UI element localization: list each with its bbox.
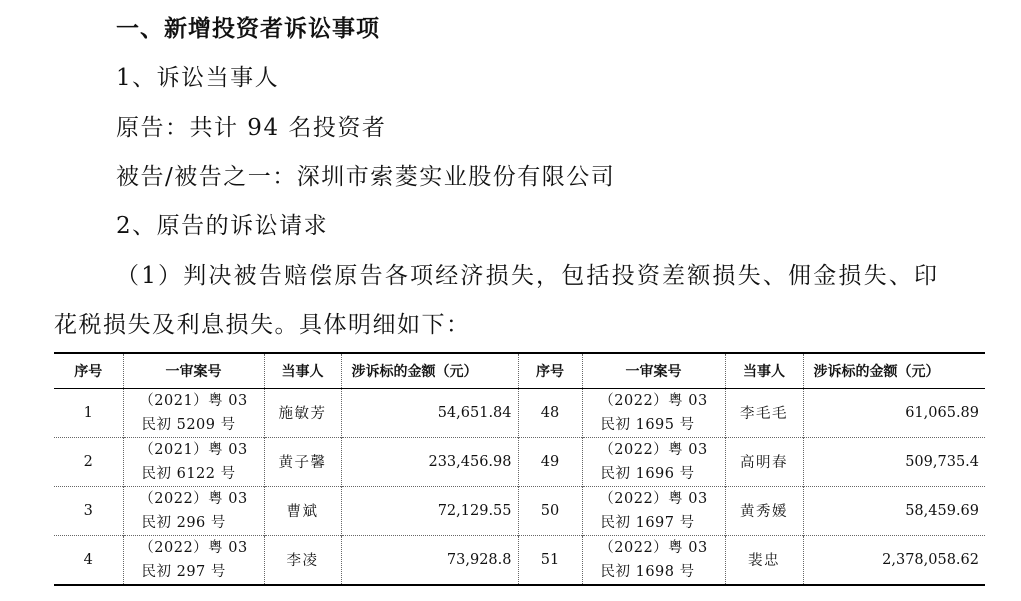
header-party-left: 当事人 — [264, 353, 341, 388]
header-party-right: 当事人 — [725, 353, 803, 388]
section-title: 一、新增投资者诉讼事项 — [116, 16, 380, 42]
case-number: （2022）粤 03 民初 1696 号 — [582, 437, 725, 486]
row-no: 49 — [518, 437, 582, 486]
row-no: 1 — [83, 404, 93, 421]
table-row — [54, 437, 985, 486]
header-amount-right: 涉诉标的金额（元） — [803, 353, 985, 388]
claim-amount: 72,129.55 — [341, 486, 518, 535]
party-name: 黄子馨 — [264, 437, 341, 486]
case-number: （2022）粤 03 民初 1697 号 — [582, 486, 725, 535]
row-no: 51 — [518, 535, 582, 585]
claim-amount: 58,459.69 — [803, 486, 985, 535]
row-no: 2 — [83, 453, 93, 470]
header-no-right: 序号 — [518, 353, 582, 388]
party-name: 曹斌 — [264, 486, 341, 535]
defendant-line: 被告/被告之一：深圳市索菱实业股份有限公司 — [116, 164, 616, 190]
claim-1-text-line-1: （1）判决被告赔偿原告各项经济损失，包括投资差额损失、佣金损失、印 — [116, 263, 940, 289]
claims-heading: 2、原告的诉讼请求 — [116, 213, 329, 239]
table-row — [54, 535, 985, 585]
header-case-right: 一审案号 — [582, 353, 725, 388]
row-no: 4 — [83, 551, 93, 568]
claim-amount: 54,651.84 — [341, 388, 518, 437]
claim-1-text-line-2: 花税损失及利息损失。具体明细如下： — [54, 312, 471, 338]
party-name: 高明春 — [725, 437, 803, 486]
case-number: （2021）粤 03 民初 5209 号 — [123, 388, 264, 437]
case-number: （2021）粤 03 民初 6122 号 — [123, 437, 264, 486]
table-row — [54, 388, 985, 437]
parties-heading: 1、诉讼当事人 — [116, 65, 280, 91]
claim-amount: 509,735.4 — [803, 437, 985, 486]
header-amount-left: 涉诉标的金额（元） — [341, 353, 518, 388]
plaintiff-line: 原告：共计 94 名投资者 — [116, 115, 387, 141]
litigation-detail-table — [54, 352, 985, 586]
row-no: 3 — [83, 502, 93, 519]
case-number: （2022）粤 03 民初 296 号 — [123, 486, 264, 535]
header-no-left: 序号 — [74, 363, 103, 380]
header-case-left: 一审案号 — [123, 353, 264, 388]
claim-amount: 61,065.89 — [803, 388, 985, 437]
case-number: （2022）粤 03 民初 297 号 — [123, 535, 264, 585]
party-name: 李毛毛 — [725, 388, 803, 437]
party-name: 黄秀媛 — [725, 486, 803, 535]
table-row — [54, 486, 985, 535]
claim-amount: 2,378,058.62 — [803, 535, 985, 585]
case-number: （2022）粤 03 民初 1695 号 — [582, 388, 725, 437]
case-number: （2022）粤 03 民初 1698 号 — [582, 535, 725, 585]
table-header-row — [54, 353, 985, 388]
party-name: 李凌 — [264, 535, 341, 585]
row-no: 48 — [518, 388, 582, 437]
party-name: 裴忠 — [725, 535, 803, 585]
row-no: 50 — [518, 486, 582, 535]
party-name: 施敏芳 — [264, 388, 341, 437]
claim-amount: 73,928.8 — [341, 535, 518, 585]
claim-amount: 233,456.98 — [341, 437, 518, 486]
